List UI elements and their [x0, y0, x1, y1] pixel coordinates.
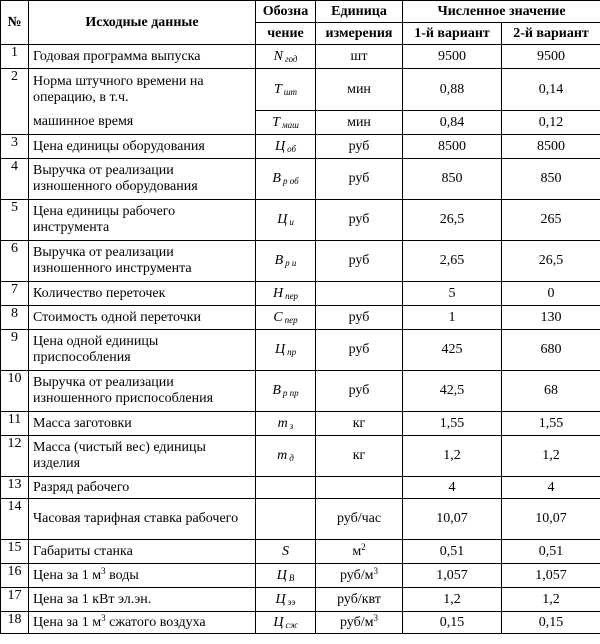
header-unit-bottom: измерения — [316, 23, 403, 45]
row-label: Цена единицы оборудования — [29, 135, 256, 159]
symbol-letter: m — [277, 448, 288, 463]
header-sym-top: Обозна — [256, 1, 316, 23]
row-label: Цена одной единицы приспособления — [29, 330, 256, 371]
row-symbol — [256, 330, 316, 371]
row-variant-2: 9500 — [502, 45, 600, 69]
symbol-letter: С — [273, 309, 283, 325]
row-number: 13 — [1, 477, 29, 499]
row-variant-1: 4 — [403, 477, 502, 499]
row-label: Цена за 1 кВт эл.эн. — [29, 588, 256, 612]
row-variant-2: 68 — [502, 371, 600, 412]
symbol-subscript: пер — [284, 314, 298, 325]
row-unit — [316, 540, 403, 564]
row-number: 5 — [1, 200, 29, 241]
row-unit — [316, 564, 403, 588]
table-row — [1, 200, 600, 241]
row-variant-1: 0,88 — [403, 69, 502, 111]
table-row — [1, 436, 600, 477]
row-variant-2: 1,2 — [502, 588, 600, 612]
row-symbol — [256, 306, 316, 330]
symbol-letter: В — [272, 383, 281, 398]
row-label: Цена единицы рабочего инструмента — [29, 200, 256, 241]
row-variant-1: 1 — [403, 306, 502, 330]
row-variant-2: 130 — [502, 306, 600, 330]
row-variant-1: 425 — [403, 330, 502, 371]
table-row — [1, 588, 600, 612]
symbol-subscript: пр — [287, 347, 297, 357]
table-row — [1, 282, 600, 306]
row-label: Годовая программа выпуска — [29, 45, 256, 69]
row-unit — [316, 282, 403, 306]
row-symbol — [256, 540, 316, 564]
unit-superscript: 3 — [373, 612, 378, 623]
symbol-subscript: д — [289, 453, 294, 463]
row-label: Габариты станка — [29, 540, 256, 564]
row-variant-2: 10,07 — [502, 499, 600, 540]
row-unit — [316, 477, 403, 499]
header-data: Исходные данные — [29, 1, 256, 45]
table-row — [1, 477, 600, 499]
row-unit: мин — [316, 69, 403, 111]
table-row — [1, 69, 600, 111]
symbol-letter: N — [273, 48, 283, 64]
row-label: Стоимость одной переточки — [29, 306, 256, 330]
symbol-letter: Ц — [275, 591, 286, 607]
row-unit: руб — [316, 306, 403, 330]
row-number: 18 — [1, 612, 29, 634]
row-symbol — [256, 371, 316, 412]
symbol-letter: В — [272, 171, 281, 186]
table-row — [1, 564, 600, 588]
symbol-letter: Ц — [277, 212, 288, 227]
row-variant-2: 0,14 — [502, 69, 600, 111]
header-row-top — [1, 1, 600, 23]
row-number: 9 — [1, 330, 29, 371]
row-variant-2: 1,2 — [502, 436, 600, 477]
header-unit-top: Единица — [316, 1, 403, 23]
row-unit: руб — [316, 330, 403, 371]
row-variant-1: 1,2 — [403, 436, 502, 477]
symbol-letter: Ц — [274, 342, 286, 357]
label-superscript: 3 — [101, 565, 106, 576]
table-row — [1, 111, 600, 135]
symbol-letter: Ц — [274, 138, 286, 154]
table-row — [1, 371, 600, 412]
table-row — [1, 330, 600, 371]
row-symbol — [256, 135, 316, 159]
row-label: Выручка от реализации изношенного оборудования — [29, 159, 256, 200]
row-variant-1: 1,057 — [403, 564, 502, 588]
table-row — [1, 306, 600, 330]
row-symbol — [256, 499, 316, 540]
row-variant-1: 0,15 — [403, 612, 502, 634]
row-label — [29, 564, 256, 588]
row-number: 15 — [1, 540, 29, 564]
row-symbol — [256, 612, 316, 634]
row-unit: кг — [316, 412, 403, 436]
row-unit: кг — [316, 436, 403, 477]
row-unit: мин — [316, 111, 403, 135]
row-unit: руб — [316, 200, 403, 241]
row-unit: руб — [316, 159, 403, 200]
symbol-subscript: шт — [283, 86, 298, 97]
symbol-subscript: маш — [281, 119, 299, 130]
row-variant-1: 0,51 — [403, 540, 502, 564]
row-symbol — [256, 69, 316, 111]
row-label: Количество переточек — [29, 282, 256, 306]
row-symbol — [256, 477, 316, 499]
header-variant-2: 2-й вариант — [502, 23, 600, 45]
row-number: 7 — [1, 282, 29, 306]
row-number: 14 — [1, 499, 29, 540]
row-variant-2: 0 — [502, 282, 600, 306]
row-variant-2: 26,5 — [502, 241, 600, 282]
row-variant-1: 2,65 — [403, 241, 502, 282]
unit-text: м — [352, 543, 362, 559]
row-variant-2: 265 — [502, 200, 600, 241]
row-symbol — [256, 588, 316, 612]
row-variant-2: 0,51 — [502, 540, 600, 564]
table-row — [1, 241, 600, 282]
unit-text: руб/м — [339, 567, 374, 583]
header-sym-bottom: чение — [256, 23, 316, 45]
row-number: 4 — [1, 159, 29, 200]
symbol-letter: Ц — [276, 567, 287, 583]
row-number: 1 — [1, 45, 29, 69]
row-unit: руб — [316, 241, 403, 282]
row-number: 6 — [1, 241, 29, 282]
symbol-subscript: сж — [285, 619, 298, 630]
row-symbol — [256, 159, 316, 200]
row-number: 2 — [1, 69, 29, 135]
row-label — [29, 612, 256, 634]
row-unit: руб/квт — [316, 588, 403, 612]
row-label: Выручка от реализации изношенного приспособления — [29, 371, 256, 412]
row-variant-2: 1,55 — [502, 412, 600, 436]
symbol-letter: S — [282, 543, 289, 559]
row-label: Масса (чистый вес) единицы изделия — [29, 436, 256, 477]
header-num: № — [1, 1, 29, 45]
row-symbol — [256, 200, 316, 241]
row-number: 11 — [1, 412, 29, 436]
table-row — [1, 159, 600, 200]
symbol-letter: Н — [272, 285, 284, 301]
row-variant-2: 680 — [502, 330, 600, 371]
label-tail: воды — [105, 567, 139, 583]
row-label: Масса заготовки — [29, 412, 256, 436]
unit-superscript: 3 — [373, 565, 378, 576]
symbol-subscript: р пр — [282, 388, 299, 398]
row-symbol — [256, 412, 316, 436]
row-symbol — [256, 45, 316, 69]
table-row — [1, 499, 600, 540]
label-text: Цена за 1 м — [33, 567, 102, 583]
row-variant-2: 0,12 — [502, 111, 600, 135]
row-unit: руб/час — [316, 499, 403, 540]
row-variant-2: 0,15 — [502, 612, 600, 634]
row-variant-1: 5 — [403, 282, 502, 306]
row-variant-1: 42,5 — [403, 371, 502, 412]
symbol-letter: T — [273, 81, 282, 97]
symbol-subscript: р об — [282, 176, 299, 186]
row-unit: руб — [316, 135, 403, 159]
label-superscript: 3 — [101, 612, 106, 623]
row-variant-1: 8500 — [403, 135, 502, 159]
symbol-subscript: В — [288, 572, 295, 583]
row-number: 16 — [1, 564, 29, 588]
row-variant-1: 26,5 — [403, 200, 502, 241]
symbol-letter: В — [274, 253, 284, 268]
unit-superscript: 2 — [361, 541, 366, 552]
row-variant-1: 0,84 — [403, 111, 502, 135]
row-label: Разряд рабочего — [29, 477, 256, 499]
row-variant-2: 850 — [502, 159, 600, 200]
row-variant-2: 1,057 — [502, 564, 600, 588]
header-value: Численное значение — [403, 1, 600, 23]
row-unit — [316, 612, 403, 634]
label-text: Цена за 1 м — [33, 614, 102, 630]
row-variant-1: 850 — [403, 159, 502, 200]
row-symbol — [256, 241, 316, 282]
symbol-subscript: об — [287, 143, 297, 154]
row-variant-1: 10,07 — [403, 499, 502, 540]
row-number: 17 — [1, 588, 29, 612]
row-symbol — [256, 564, 316, 588]
symbol-letter: m — [277, 415, 288, 431]
row-label: Норма штучного времени на операцию, в т.ч. — [29, 69, 256, 111]
symbol-subscript: пер — [285, 290, 299, 301]
row-symbol — [256, 282, 316, 306]
row-variant-2: 8500 — [502, 135, 600, 159]
row-unit: шт — [316, 45, 403, 69]
row-number: 10 — [1, 371, 29, 412]
symbol-letter: Ц — [273, 614, 284, 630]
row-unit: руб — [316, 371, 403, 412]
row-number: 3 — [1, 135, 29, 159]
symbol-subscript: год — [284, 53, 298, 64]
row-variant-1: 1,55 — [403, 412, 502, 436]
table-row — [1, 612, 600, 634]
unit-text: руб/м — [339, 614, 374, 630]
row-number: 12 — [1, 436, 29, 477]
row-symbol — [256, 111, 316, 135]
row-label: машинное время — [29, 111, 256, 135]
symbol-subscript: з — [289, 420, 294, 431]
table-row — [1, 45, 600, 69]
row-label: Выручка от реализации изношенного инструмента — [29, 241, 256, 282]
table-row — [1, 412, 600, 436]
row-variant-1: 1,2 — [403, 588, 502, 612]
symbol-subscript: р и — [285, 258, 297, 268]
label-tail: сжатого воздуха — [105, 614, 206, 630]
symbol-subscript: и — [289, 217, 294, 227]
table-row — [1, 540, 600, 564]
row-number: 8 — [1, 306, 29, 330]
symbol-subscript: ээ — [287, 596, 296, 607]
row-variant-1: 9500 — [403, 45, 502, 69]
row-symbol — [256, 436, 316, 477]
row-variant-2: 4 — [502, 477, 600, 499]
header-variant-1: 1-й вариант — [403, 23, 502, 45]
row-label: Часовая тарифная ставка рабочего — [29, 499, 256, 540]
table-row — [1, 135, 600, 159]
symbol-letter: T — [272, 114, 280, 130]
